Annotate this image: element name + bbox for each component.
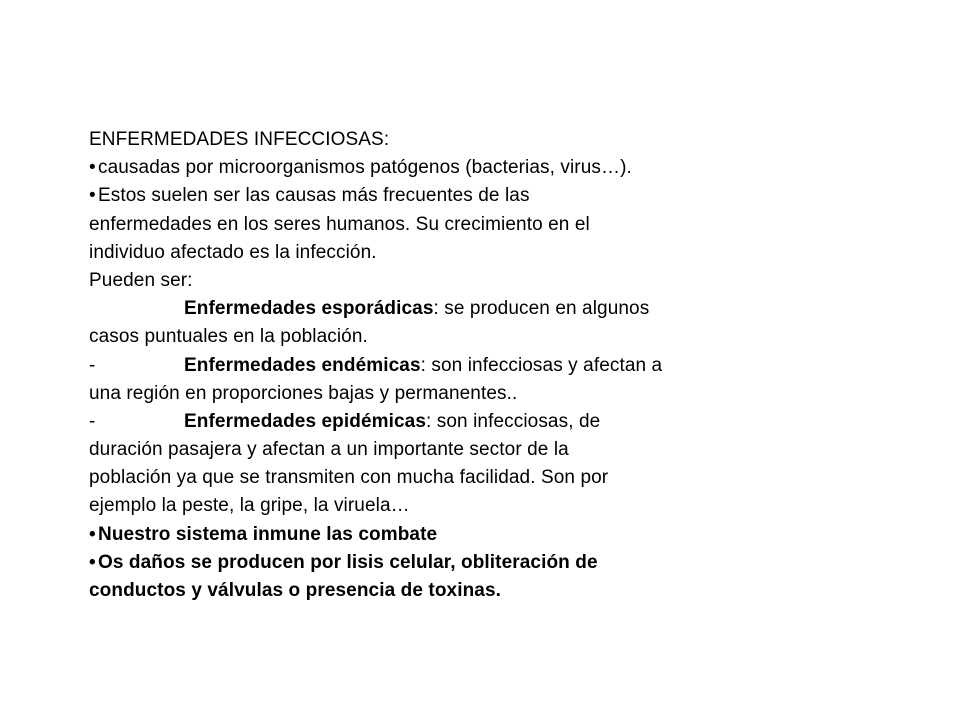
line-text: duración pasajera y afectan a un importante sector de la — [89, 439, 569, 461]
list-item-esporadicas — [89, 295, 729, 323]
text-line — [89, 323, 729, 351]
bullet-icon: • — [89, 551, 96, 573]
line-text: una región en proporciones bajas y permanentes.. — [89, 382, 518, 404]
line-text: Estos suelen ser las causas más frecuentes de las — [98, 185, 530, 207]
text-line — [89, 211, 729, 239]
bullet-icon: • — [89, 523, 96, 545]
text-line — [89, 436, 729, 464]
text-line — [89, 464, 729, 492]
line-text: enfermedades en los seres humanos. Su crecimiento en el — [89, 213, 590, 235]
text-line — [89, 492, 729, 520]
line-text: población ya que se transmiten con mucha facilidad. Son por — [89, 467, 609, 489]
term-epidemicas: Enfermedades epidémicas — [184, 410, 427, 432]
definition-text: : son infecciosas, de — [426, 410, 601, 432]
term-endemicas: Enfermedades endémicas — [184, 354, 421, 376]
dash-marker: - — [89, 410, 96, 432]
text-line — [89, 380, 729, 408]
bullet-icon: • — [89, 157, 96, 179]
bullet-line — [89, 154, 729, 182]
bullet-line — [89, 549, 729, 577]
line-text: Nuestro sistema inmune las combate — [98, 523, 438, 545]
dash-marker: - — [89, 354, 96, 376]
line-text: Os daños se producen por lisis celular, obliteración de — [98, 551, 598, 573]
line-text: Pueden ser: — [89, 269, 193, 291]
slide-text-block — [89, 126, 729, 605]
line-text: conductos y válvulas o presencia de toxinas. — [89, 580, 501, 601]
line-text: casos puntuales en la población. — [89, 326, 368, 348]
term-esporadicas: Enfermedades esporádicas — [184, 298, 434, 320]
title-text: ENFERMEDADES INFECCIOSAS: — [89, 129, 390, 150]
line-text: individuo afectado es la infección. — [89, 241, 377, 263]
line-text: ejemplo la peste, la gripe, la viruela… — [89, 495, 410, 517]
list-item-endemicas — [89, 352, 729, 380]
list-item-epidemicas — [89, 408, 729, 436]
text-line — [89, 267, 729, 295]
bullet-line — [89, 521, 729, 549]
bullet-line — [89, 182, 729, 210]
definition-text: : se producen en algunos — [433, 298, 650, 320]
line-text: causadas por microorganismos patógenos (bacterias, virus…). — [98, 157, 632, 179]
text-line — [89, 577, 729, 605]
text-line — [89, 239, 729, 267]
bullet-icon: • — [89, 185, 96, 207]
slide-title — [89, 126, 729, 154]
definition-text: : son infecciosas y afectan a — [420, 354, 663, 376]
